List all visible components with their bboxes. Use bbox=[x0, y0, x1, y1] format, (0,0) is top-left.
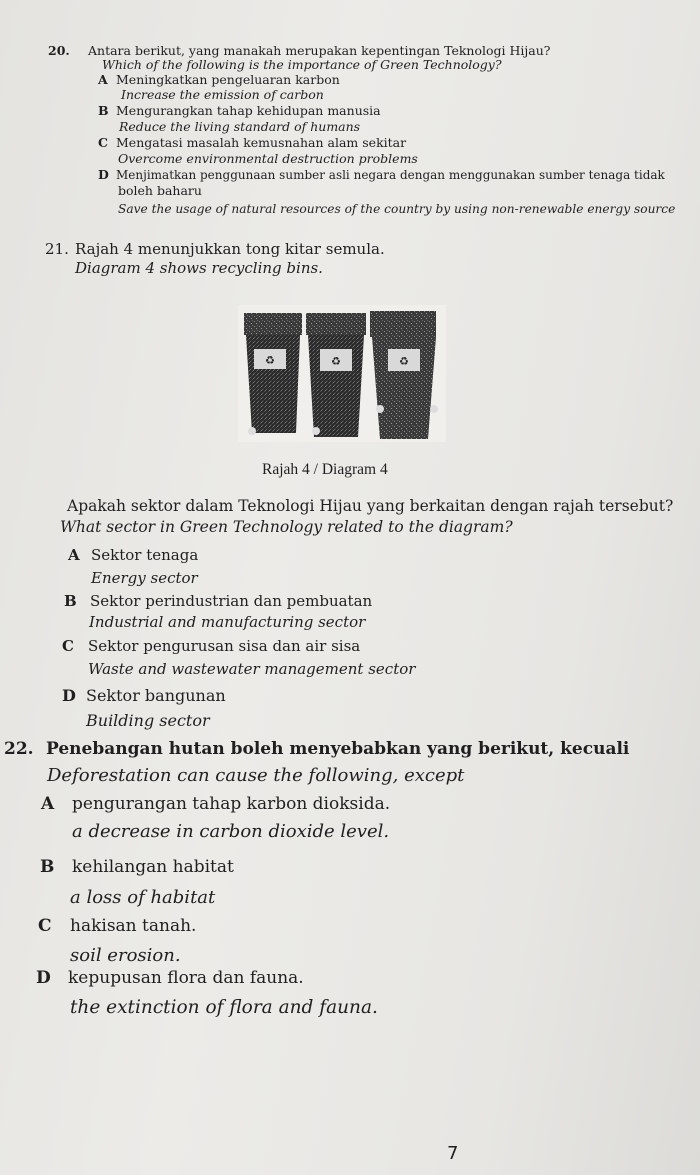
recycle-symbol-icon: ♻ bbox=[399, 355, 409, 368]
recycle-symbol-icon: ♻ bbox=[265, 354, 275, 367]
q22-option-a-letter: A bbox=[41, 794, 55, 814]
diagram-caption: Rajah 4 / Diagram 4 bbox=[262, 461, 388, 478]
q21-option-d-ms[interactable]: Sektor bangunan bbox=[86, 686, 226, 705]
q20-option-b-letter: B bbox=[98, 103, 109, 118]
q20-option-a-en: Increase the emission of carbon bbox=[121, 87, 324, 102]
q20-option-d-en: Save the usage of natural resources of the country by using non-renewable energy source bbox=[118, 202, 676, 216]
q22-option-c-ms[interactable]: hakisan tanah. bbox=[70, 916, 197, 936]
q20-option-c-letter: C bbox=[98, 135, 108, 150]
q20-option-c-ms[interactable]: Mengatasi masalah kemusnahan alam sekitar bbox=[116, 135, 407, 150]
q22-option-c-en: soil erosion. bbox=[70, 945, 181, 966]
q21-option-d-en: Building sector bbox=[86, 711, 210, 730]
q20-option-c-en: Overcome environmental destruction problems bbox=[118, 151, 418, 166]
q20-number: 20. bbox=[48, 43, 70, 58]
q21-option-b-letter: B bbox=[64, 592, 77, 610]
q22-option-b-ms[interactable]: kehilangan habitat bbox=[72, 857, 234, 877]
q20-option-a-letter: A bbox=[98, 72, 108, 87]
q22-stem-ms bbox=[46, 739, 629, 759]
q21-option-b-ms[interactable]: Sektor perindustrian dan pembuatan bbox=[90, 592, 373, 610]
q21-option-c-letter: C bbox=[62, 637, 74, 655]
q20-option-a-ms[interactable]: Meningkatkan pengeluaran karbon bbox=[116, 72, 340, 87]
q22-option-b-en: a loss of habitat bbox=[70, 887, 216, 908]
q20-option-b-en: Reduce the living standard of humans bbox=[119, 119, 361, 134]
recycling-bins-diagram bbox=[238, 305, 446, 442]
q22-option-c-letter: C bbox=[38, 916, 52, 936]
recycling-bin-icon bbox=[306, 313, 366, 437]
q22-option-a-ms[interactable]: pengurangan tahap karbon dioksida. bbox=[72, 794, 391, 814]
q21-question-en: What sector in Green Technology related to the diagram? bbox=[60, 518, 513, 536]
q22-option-d-ms[interactable]: kepupusan flora dan fauna. bbox=[68, 968, 304, 988]
q22-option-d-letter: D bbox=[36, 968, 51, 988]
q22-option-d-en: the extinction of flora and fauna. bbox=[70, 997, 378, 1018]
q20-stem-en: Which of the following is the importance of Green Technology? bbox=[102, 57, 502, 72]
q22-option-b-letter: B bbox=[40, 857, 55, 877]
q20-option-d-letter: D bbox=[98, 167, 109, 182]
q22-stem-ms-except: kecuali bbox=[560, 739, 630, 759]
q21-option-a-letter: A bbox=[68, 546, 80, 564]
q21-number: 21. bbox=[45, 240, 69, 258]
q21-option-a-en: Energy sector bbox=[91, 569, 198, 587]
q20-option-d-ms[interactable]: Menjimatkan penggunaan sumber asli negara dengan menggunakan sumber tenaga tidak bbox=[116, 168, 665, 182]
q22-stem-en: Deforestation can cause the following, except bbox=[47, 765, 465, 786]
q22-stem-ms-text: Penebangan hutan boleh menyebabkan yang berikut, bbox=[46, 739, 561, 759]
q22-number: 22. bbox=[4, 739, 34, 759]
q20-stem-ms: Antara berikut, yang manakah merupakan kepentingan Teknologi Hijau? bbox=[88, 43, 551, 58]
q20-option-d-ms-cont: boleh baharu bbox=[118, 183, 202, 198]
q21-stem-ms: Rajah 4 menunjukkan tong kitar semula. bbox=[75, 240, 385, 258]
q20-option-b-ms[interactable]: Mengurangkan tahap kehidupan manusia bbox=[116, 103, 381, 118]
q21-question-ms: Apakah sektor dalam Teknologi Hijau yang berkaitan dengan rajah tersebut? bbox=[67, 497, 674, 515]
page-number: 7 bbox=[447, 1143, 459, 1164]
recycle-symbol-icon: ♻ bbox=[331, 355, 341, 368]
q21-option-b-en: Industrial and manufacturing sector bbox=[89, 613, 366, 631]
q21-stem-en: Diagram 4 shows recycling bins. bbox=[75, 259, 323, 277]
q21-option-c-en: Waste and wastewater management sector bbox=[88, 660, 416, 678]
q21-option-a-ms[interactable]: Sektor tenaga bbox=[91, 546, 199, 564]
q21-option-c-ms[interactable]: Sektor pengurusan sisa dan air sisa bbox=[88, 637, 361, 655]
recycling-bin-icon bbox=[370, 311, 438, 439]
q22-option-a-en: a decrease in carbon dioxide level. bbox=[72, 821, 390, 842]
q21-option-d-letter: D bbox=[62, 686, 76, 705]
recycling-bin-icon bbox=[244, 313, 302, 435]
